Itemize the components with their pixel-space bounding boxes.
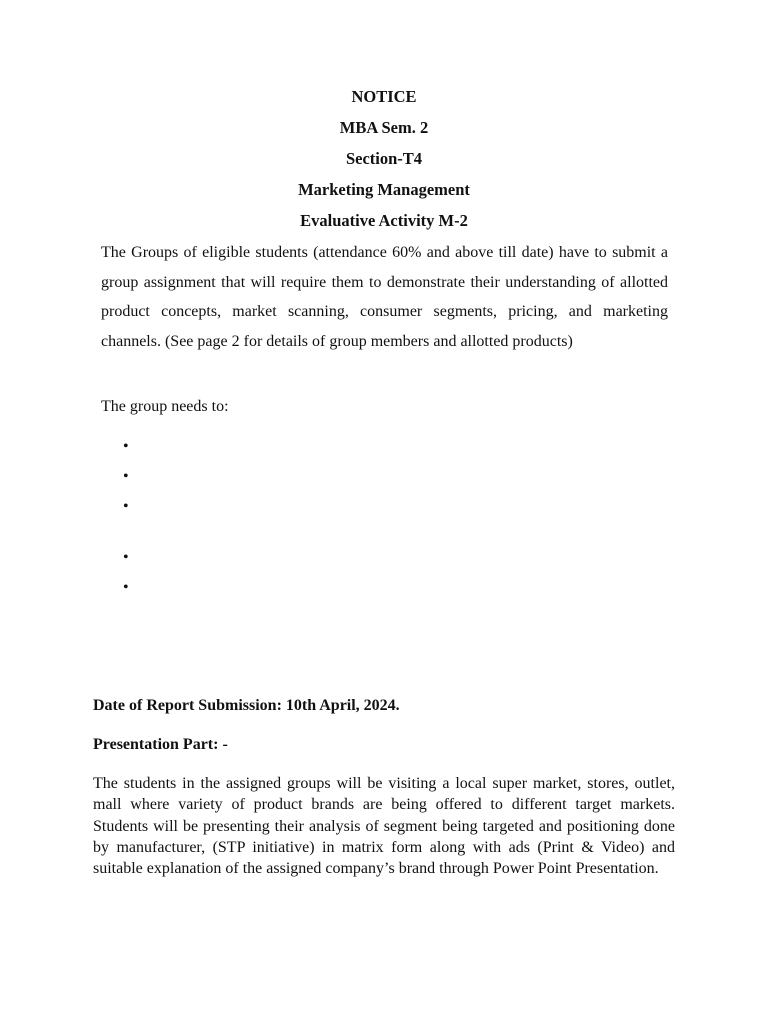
- activity-line: Evaluative Activity M-2: [300, 211, 468, 230]
- bullet-point: •: [123, 438, 129, 455]
- bullet-point: •: [123, 498, 129, 515]
- presentation-heading: Presentation Part: -: [93, 736, 228, 753]
- subject-line: Marketing Management: [298, 180, 470, 199]
- group-needs-label: The group needs to:: [101, 398, 229, 415]
- bullet-point: •: [123, 468, 129, 485]
- bullet-point: •: [123, 579, 129, 596]
- bullet-point: •: [123, 549, 129, 566]
- submission-date: Date of Report Submission: 10th April, 2024.: [93, 697, 400, 714]
- section-line: Section-T4: [345, 149, 423, 168]
- intro-paragraph: The Groups of eligible students (attendance 60% and above till date) have to submit a group assignment that will require them to demonstrate their understanding of allotted product concepts, market scanning, consumer segments, pricing, and marketing channels. (See page 2 for details of group members and allotted products): [101, 244, 668, 350]
- program-line: MBA Sem. 2: [339, 118, 429, 137]
- presentation-paragraph: The students in the assigned groups will be visiting a local super market, stores, outlet, mall where variety of product brands are being offered to different target markets. Students will be presenting their analysis of segment being targeted and positioning done by manufacturer, (STP initiative) in matrix form along with ads (Print & Video) and suitable explanation of the assigned company’s brand through Power Point Presentation.: [93, 775, 675, 878]
- notice-title: NOTICE: [351, 87, 417, 106]
